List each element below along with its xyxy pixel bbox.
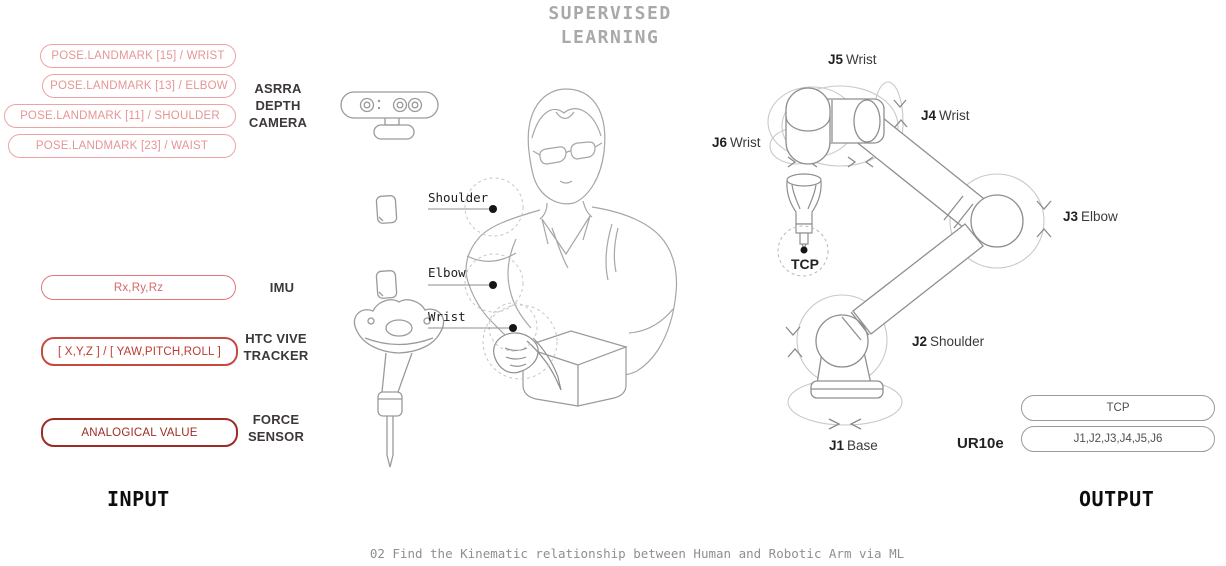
human-shoulder-label: Shoulder bbox=[428, 190, 489, 205]
tcp-label: TCP bbox=[791, 256, 819, 272]
human-joint-dots bbox=[489, 205, 517, 332]
imu-value-pill: Rx,Ry,Rz bbox=[41, 275, 236, 300]
title-line2: LEARNING bbox=[560, 27, 660, 48]
force-value-pill: ANALOGICAL VALUE bbox=[41, 418, 238, 447]
joint-id-j5: J5 bbox=[828, 52, 844, 67]
joint-id-j4: J4 bbox=[921, 108, 937, 123]
joint-name-j2: Shoulder bbox=[930, 334, 985, 349]
human-figure-illustration bbox=[420, 60, 700, 420]
output-tcp-pill: TCP bbox=[1021, 395, 1215, 421]
output-joints-pill: J1,J2,J3,J4,J5,J6 bbox=[1021, 426, 1215, 452]
diagram-caption: 02 Find the Kinematic relationship between Human and Robotic Arm via ML bbox=[369, 546, 905, 561]
imu-label: IMU bbox=[269, 280, 295, 295]
tcp-dot bbox=[801, 247, 808, 254]
pose-landmark-elbow-pill: POSE.LANDMARK [13] / ELBOW bbox=[42, 74, 236, 98]
human-elbow-label: Elbow bbox=[428, 265, 466, 280]
vive-value-pill: [ X,Y,Z ] / [ YAW,PITCH,ROLL ] bbox=[41, 337, 238, 366]
robot-arm-body bbox=[786, 88, 1023, 398]
joint-id-j2: J2 bbox=[912, 334, 928, 349]
force-sensor-label: FORCE SENSOR bbox=[247, 412, 305, 444]
title-line1: SUPERVISED bbox=[548, 3, 672, 24]
joint-id-j6: J6 bbox=[712, 135, 728, 150]
joint-name-j5: Wrist bbox=[846, 52, 877, 67]
robot-joint-label-j6 bbox=[712, 135, 761, 150]
imu-sensor-icon-upper bbox=[376, 195, 397, 223]
pose-landmark-wrist-pill: POSE.LANDMARK [15] / WRIST bbox=[40, 44, 236, 68]
robot-joint-label-j4 bbox=[921, 108, 970, 123]
work-box bbox=[523, 331, 626, 406]
output-section-label: OUTPUT bbox=[1079, 487, 1155, 511]
pose-landmark-waist-pill: POSE.LANDMARK [23] / WAIST bbox=[8, 134, 236, 158]
joint-name-j1: Base bbox=[847, 438, 878, 453]
imu-sensor-icon-lower bbox=[376, 270, 397, 298]
depth-camera-label: ASRRA DEPTH CAMERA bbox=[248, 81, 308, 130]
pose-landmark-shoulder-pill: POSE.LANDMARK [11] / SHOULDER bbox=[4, 104, 236, 128]
robot-joint-label-j1 bbox=[829, 438, 878, 453]
robot-joint-label-j2 bbox=[912, 334, 984, 349]
joint-id-j1: J1 bbox=[829, 438, 845, 453]
joint-name-j4: Wrist bbox=[939, 108, 970, 123]
robot-joint-label-j3 bbox=[1063, 209, 1118, 224]
joint-name-j3: Elbow bbox=[1081, 209, 1118, 224]
joint-name-j6: Wrist bbox=[730, 135, 761, 150]
input-section-label: INPUT bbox=[107, 487, 170, 511]
vive-tracker-label: HTC VIVE TRACKER bbox=[243, 331, 309, 363]
end-effector-tool bbox=[787, 174, 821, 249]
robot-joint-label-j5 bbox=[828, 52, 877, 67]
robot-name-label: UR10e bbox=[957, 435, 1004, 452]
human-wrist-label: Wrist bbox=[428, 309, 466, 324]
joint-id-j3: J3 bbox=[1063, 209, 1079, 224]
